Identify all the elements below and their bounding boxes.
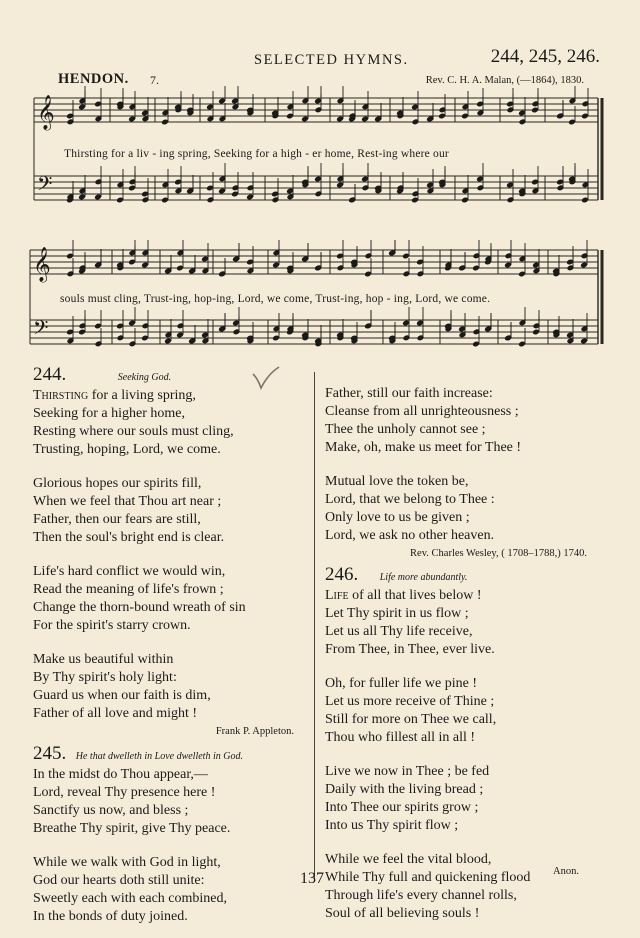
hymn-number: 244.	[33, 364, 67, 385]
verse-line: Sweetly each with each combined,	[33, 891, 227, 906]
svg-text:𝄢: 𝄢	[33, 316, 49, 344]
verse-line: Only love to us be given ;	[325, 510, 470, 525]
hymn-244-stanza	[33, 563, 308, 635]
verse-line: Still for more on Thee we call,	[325, 712, 497, 727]
verse-line: Live we now in Thee ; be fed	[325, 764, 490, 779]
verse-line: For the spirit's starry crown.	[33, 618, 191, 633]
verse-line: Breathe Thy spirit, give Thy peace.	[33, 821, 231, 836]
verse-line: In the bonds of duty joined.	[33, 909, 188, 924]
hymn-subtitle: Life more abundantly.	[379, 572, 468, 583]
hymn-245-heading	[33, 745, 308, 766]
column-divider	[314, 372, 315, 882]
verse-line: Let us all Thy life receive,	[325, 624, 473, 639]
svg-text:𝄞: 𝄞	[33, 247, 51, 282]
first-line	[33, 387, 308, 405]
verse-line: Life's hard conflict we would win,	[33, 564, 226, 579]
hymn-number: 245.	[33, 743, 67, 764]
verse-line: Let us more receive of Thine ;	[325, 694, 495, 709]
verse-line: Seeking for a higher home,	[33, 406, 186, 421]
verse-line: Sanctify us now, and bless ;	[33, 803, 189, 818]
hymn-245-stanza	[325, 385, 587, 457]
hymn-244-author: Frank P. Appleton.	[215, 726, 294, 737]
check-mark-icon	[251, 366, 281, 390]
left-column	[33, 366, 308, 926]
svg-text:𝄢: 𝄢	[37, 172, 53, 200]
verse-line: Into us Thy spirit flow ;	[325, 818, 459, 833]
verse-line: Cleanse from all unrighteousness ;	[325, 404, 519, 419]
verse-line: Let Thy spirit in us flow ;	[325, 606, 469, 621]
verse-line: Father of all love and might !	[33, 706, 198, 721]
verse-line: Lord, that we belong to Thee :	[325, 492, 495, 507]
hymn-245-stanza	[33, 854, 308, 926]
verse-line: Read the meaning of life's frown ;	[33, 582, 224, 597]
verse-line: Thou who fillest all in all !	[325, 730, 476, 745]
first-line-rest: of all that lives below !	[348, 588, 482, 603]
hymn-246-stanza	[325, 605, 587, 659]
svg-text:𝄞: 𝄞	[37, 95, 55, 130]
hymn-245-stanza	[325, 473, 587, 545]
verse-line: Change the thorn-bound wreath of sin	[33, 600, 246, 615]
first-word: Life	[325, 588, 349, 603]
verse-line: Father, still our faith increase:	[325, 386, 493, 401]
verse-line: By Thy spirit's holy light:	[33, 670, 177, 685]
hymn-244-stanza	[33, 405, 308, 459]
hymn-number: 246.	[325, 564, 359, 585]
first-word: Thirsting	[33, 388, 89, 403]
system-2-lyrics: souls must cling, Trust-ing, hop-ing, Lord, we come, Trust-ing, hop - ing, Lord, we come.	[60, 293, 491, 305]
verse-line: From Thee, in Thee, ever live.	[325, 642, 495, 657]
hymn-246-heading	[325, 566, 587, 587]
verse-line: Guard us when our faith is dim,	[33, 688, 211, 703]
hymn-subtitle: Seeking God.	[117, 372, 172, 383]
verse-line: Trusting, hoping, Lord, we come.	[33, 442, 221, 457]
hymn-244-stanza	[33, 651, 308, 723]
page-number: 137	[300, 870, 324, 887]
running-title: SELECTED HYMNS.	[254, 52, 409, 68]
hymn-244-stanza	[33, 475, 308, 547]
verse-line: Mutual love the token be,	[325, 474, 469, 489]
first-line-rest: for a living spring,	[88, 388, 196, 403]
verse-line: Soul of all believing souls !	[325, 906, 480, 921]
verse-line: Daily with the living bread ;	[325, 782, 484, 797]
hymn-subtitle: He that dwelleth in Love dwelleth in God.	[75, 751, 243, 762]
verse-line: Then the soul's bright end is clear.	[33, 530, 225, 545]
verse-line: Make us beautiful within	[33, 652, 174, 667]
hymn-246-stanza	[325, 851, 587, 923]
verse-line: In the midst do Thou appear,—	[33, 767, 208, 782]
verse-line: Lord, reveal Thy presence here !	[33, 785, 216, 800]
verse-line: Father, then our fears are still,	[33, 512, 201, 527]
verse-line: Glorious hopes our spirits fill,	[33, 476, 202, 491]
hymn-246-stanza	[325, 763, 587, 835]
composer-credit: Rev. C. H. A. Malan, (—1864), 1830.	[425, 75, 584, 86]
music-system-2	[0, 240, 640, 370]
verse-line: While Thy full and quickening flood	[325, 870, 531, 885]
verse-line: While we feel the vital blood,	[325, 852, 492, 867]
verse-line: When we feel that Thou art near ;	[33, 494, 222, 509]
tune-meter: 7.	[150, 73, 159, 87]
verse-line: God our hearts doth still unite:	[33, 873, 205, 888]
verse-line: Lord, we ask no other heaven.	[325, 528, 495, 543]
verse-line: Thee the unholy cannot see ;	[325, 422, 486, 437]
verse-line: Through life's every channel rolls,	[325, 888, 517, 903]
hymn-numbers: 244, 245, 246.	[490, 46, 600, 67]
verse-line: Resting where our souls must cling,	[33, 424, 234, 439]
hymn-245-stanza	[33, 766, 308, 838]
verse-line: Into Thee our spirits grow ;	[325, 800, 479, 815]
right-column	[325, 385, 587, 923]
hymn-246-author: Anon.	[553, 866, 579, 877]
verse-line: While we walk with God in light,	[33, 855, 221, 870]
system-1-lyrics: Thirsting for a liv - ing spring, Seeking for a high - er home, Rest-ing where our	[64, 148, 449, 160]
tune-name: HENDON.	[58, 71, 129, 87]
hymn-245-author: Rev. Charles Wesley, ( 1708–1788,) 1740.	[410, 548, 587, 559]
verse-line: Make, oh, make us meet for Thee !	[325, 440, 522, 455]
first-line	[325, 587, 587, 605]
hymn-246-stanza	[325, 675, 587, 747]
verse-line: Oh, for fuller life we pine !	[325, 676, 477, 691]
